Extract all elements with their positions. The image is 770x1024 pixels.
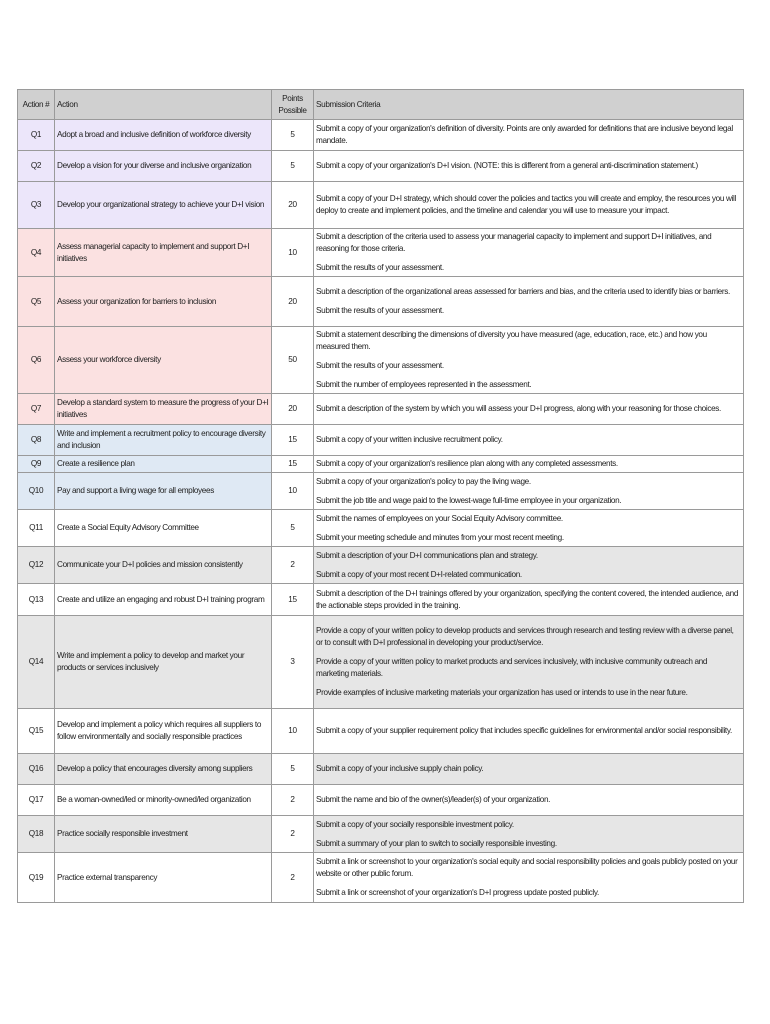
submission-criteria-cell: [314, 816, 744, 853]
criteria-item: Provide a copy of your written policy to market products and services inclusively, with inclusive community outreach and marketing materials.: [316, 657, 708, 678]
table-row: [18, 120, 744, 151]
criteria-item: Submit the number of employees represented in the assessment.: [316, 379, 532, 389]
action-cell: Develop a vision for your diverse and inclusive organization: [55, 151, 272, 182]
submission-criteria-cell: [314, 151, 744, 182]
table-row: [18, 785, 744, 816]
criteria-item: Provide a copy of your written policy to develop products and services through research and testing review with a diverse panel, or to consult with D+I professional in developing your product/service.: [316, 626, 734, 648]
action-cell: Be a woman-owned/led or minority-owned/led organization: [55, 785, 272, 816]
action-number-cell: Q15: [18, 709, 55, 754]
criteria-item: Submit a link or screenshot of your organization's D+I progress update posted publicly.: [316, 887, 599, 897]
criteria-item: Submit a copy of your organization's definition of diversity. Points are only awarded for definitions that are inclusive beyond legal mandate.: [316, 124, 733, 145]
criteria-item: Submit a copy of your most recent D+I-related communication.: [316, 569, 522, 579]
action-cell: Develop your organizational strategy to achieve your D+I vision: [55, 182, 272, 229]
action-cell: Write and implement a policy to develop and market your products or services inclusively: [55, 616, 272, 709]
criteria-item: Submit the results of your assessment.: [316, 306, 444, 315]
points-cell: 10: [272, 229, 314, 277]
action-number-cell: Q17: [18, 785, 55, 816]
criteria-item: Submit the job title and wage paid to the lowest-wage full-time employee in your organization.: [316, 495, 622, 505]
table-row: [18, 277, 744, 327]
criteria-item: Submit a description of the criteria used to assess your managerial capacity to implement and support D+I initiatives, and reasoning for those criteria.: [316, 232, 712, 254]
criteria-item: Provide examples of inclusive marketing materials your organization has used or intends to use in the near future.: [316, 687, 688, 697]
submission-criteria-cell: [314, 547, 744, 584]
table-row: [18, 853, 744, 903]
header-points-possible: Points Possible: [272, 90, 314, 120]
table-row: [18, 616, 744, 709]
header-submission-criteria: Submission Criteria: [314, 90, 744, 120]
action-number-cell: Q4: [18, 229, 55, 277]
table-row: [18, 425, 744, 456]
points-cell: 15: [272, 425, 314, 456]
table-row: [18, 816, 744, 853]
submission-criteria-cell: [314, 425, 744, 456]
submission-criteria-cell: [314, 456, 744, 473]
action-number-cell: Q11: [18, 510, 55, 547]
table-row: [18, 510, 744, 547]
submission-criteria-cell: [314, 853, 744, 903]
action-number-cell: Q13: [18, 584, 55, 616]
criteria-item: Submit a statement describing the dimensions of diversity you have measured (age, education, race, etc.) and how you measured them.: [316, 330, 707, 352]
points-cell: 5: [272, 754, 314, 785]
submission-criteria-cell: [314, 785, 744, 816]
points-cell: 20: [272, 182, 314, 229]
points-cell: 20: [272, 394, 314, 425]
submission-criteria-cell: [314, 394, 744, 425]
criteria-item: Submit a copy of your inclusive supply chain policy.: [316, 764, 484, 774]
criteria-item: Submit the names of employees on your Social Equity Advisory committee.: [316, 513, 563, 523]
action-number-cell: Q18: [18, 816, 55, 853]
criteria-item: Submit the name and bio of the owner(s)/leader(s) of your organization.: [316, 795, 551, 805]
criteria-item: Submit a description of the system by which you will assess your D+I progress, along with your reasoning for those choices.: [316, 404, 721, 414]
table-row: [18, 754, 744, 785]
submission-criteria-cell: [314, 510, 744, 547]
submission-criteria-cell: [314, 473, 744, 510]
table-row: [18, 151, 744, 182]
submission-criteria-cell: [314, 584, 744, 616]
action-number-cell: Q19: [18, 853, 55, 903]
action-number-cell: Q5: [18, 277, 55, 327]
criteria-item: Submit the results of your assessment.: [316, 361, 444, 370]
table-row: [18, 547, 744, 584]
action-cell: Create and utilize an engaging and robust D+I training program: [55, 584, 272, 616]
action-number-cell: Q3: [18, 182, 55, 229]
table-row: [18, 709, 744, 754]
criteria-item: Submit a copy of your supplier requirement policy that includes specific guidelines for environmental and/or social responsibility.: [316, 726, 732, 736]
header-action-number: Action #: [18, 90, 55, 120]
action-cell: Practice socially responsible investment: [55, 816, 272, 853]
criteria-item: Submit a copy of your organization's resilience plan along with any completed assessments.: [316, 459, 618, 469]
points-cell: 3: [272, 616, 314, 709]
action-cell: Develop a standard system to measure the progress of your D+I initiatives: [55, 394, 272, 425]
table-row: [18, 182, 744, 229]
action-cell: Create a Social Equity Advisory Committee: [55, 510, 272, 547]
action-number-cell: Q8: [18, 425, 55, 456]
criteria-item: Submit a copy of your socially responsible investment policy.: [316, 819, 514, 829]
action-number-cell: Q7: [18, 394, 55, 425]
criteria-item: Submit a description of the organizational areas assessed for barriers and bias, and the criteria used to identify bias or barriers.: [316, 287, 730, 297]
criteria-item: Submit a description of the D+I trainings offered by your organization, specifying the content covered, the intended audience, and the actionable steps provided in the training.: [316, 588, 739, 610]
action-cell: Adopt a broad and inclusive definition of workforce diversity: [55, 120, 272, 151]
action-cell: Develop a policy that encourages diversity among suppliers: [55, 754, 272, 785]
criteria-item: Submit a description of your D+I communications plan and strategy.: [316, 550, 538, 560]
action-number-cell: Q12: [18, 547, 55, 584]
criteria-item: Submit your meeting schedule and minutes from your most recent meeting.: [316, 532, 564, 542]
header-row: [18, 90, 744, 120]
criteria-item: Submit a copy of your organization's D+I vision. (NOTE: this is different from a general anti-discrimination statement.): [316, 161, 698, 171]
criteria-item: Submit a copy of your organization's policy to pay the living wage.: [316, 476, 531, 486]
action-cell: Assess your organization for barriers to inclusion: [55, 277, 272, 327]
points-cell: 2: [272, 816, 314, 853]
action-cell: Communicate your D+I policies and mission consistently: [55, 547, 272, 584]
action-number-cell: Q9: [18, 456, 55, 473]
action-cell: Assess your workforce diversity: [55, 327, 272, 394]
submission-criteria-cell: [314, 277, 744, 327]
criteria-item: Submit a link or screenshot to your organization's social equity and social responsibility policies and goals publicly posted on your website or other public forum.: [316, 857, 738, 879]
points-cell: 10: [272, 709, 314, 754]
action-cell: Develop and implement a policy which requires all suppliers to follow environmentally and socially responsible practices: [55, 709, 272, 754]
submission-criteria-cell: [314, 754, 744, 785]
points-cell: 15: [272, 456, 314, 473]
criteria-item: Submit the results of your assessment.: [316, 262, 444, 272]
points-cell: 2: [272, 853, 314, 903]
points-cell: 5: [272, 120, 314, 151]
action-cell: Create a resilience plan: [55, 456, 272, 473]
table-row: [18, 327, 744, 394]
header-action: Action: [55, 90, 272, 120]
points-cell: 10: [272, 473, 314, 510]
action-number-cell: Q16: [18, 754, 55, 785]
action-cell: Practice external transparency: [55, 853, 272, 903]
criteria-item: Submit a summary of your plan to switch to socially responsible investing.: [316, 838, 557, 848]
points-cell: 5: [272, 510, 314, 547]
submission-criteria-cell: [314, 616, 744, 709]
table-row: [18, 456, 744, 473]
table-row: [18, 229, 744, 277]
submission-criteria-cell: [314, 709, 744, 754]
points-cell: 50: [272, 327, 314, 394]
submission-criteria-cell: [314, 120, 744, 151]
criteria-item: Submit a copy of your D+I strategy, which should cover the policies and tactics you will create and employ, the resources you will deploy to create and implement policies, and the timeline and calendar you will use to measure your impact.: [316, 194, 736, 215]
points-cell: 2: [272, 785, 314, 816]
submission-criteria-cell: [314, 182, 744, 229]
table-row: [18, 584, 744, 616]
submission-criteria-cell: [314, 327, 744, 394]
action-number-cell: Q6: [18, 327, 55, 394]
points-cell: 5: [272, 151, 314, 182]
action-number-cell: Q14: [18, 616, 55, 709]
action-cell: Pay and support a living wage for all employees: [55, 473, 272, 510]
action-cell: Assess managerial capacity to implement and support D+I initiatives: [55, 229, 272, 277]
table-row: [18, 473, 744, 510]
submission-criteria-table: [17, 89, 744, 903]
points-cell: 2: [272, 547, 314, 584]
criteria-item: Submit a copy of your written inclusive recruitment policy.: [316, 435, 503, 445]
action-number-cell: Q10: [18, 473, 55, 510]
submission-criteria-cell: [314, 229, 744, 277]
table-row: [18, 394, 744, 425]
action-cell: Write and implement a recruitment policy to encourage diversity and inclusion: [55, 425, 272, 456]
points-cell: 15: [272, 584, 314, 616]
action-number-cell: Q2: [18, 151, 55, 182]
action-number-cell: Q1: [18, 120, 55, 151]
points-cell: 20: [272, 277, 314, 327]
